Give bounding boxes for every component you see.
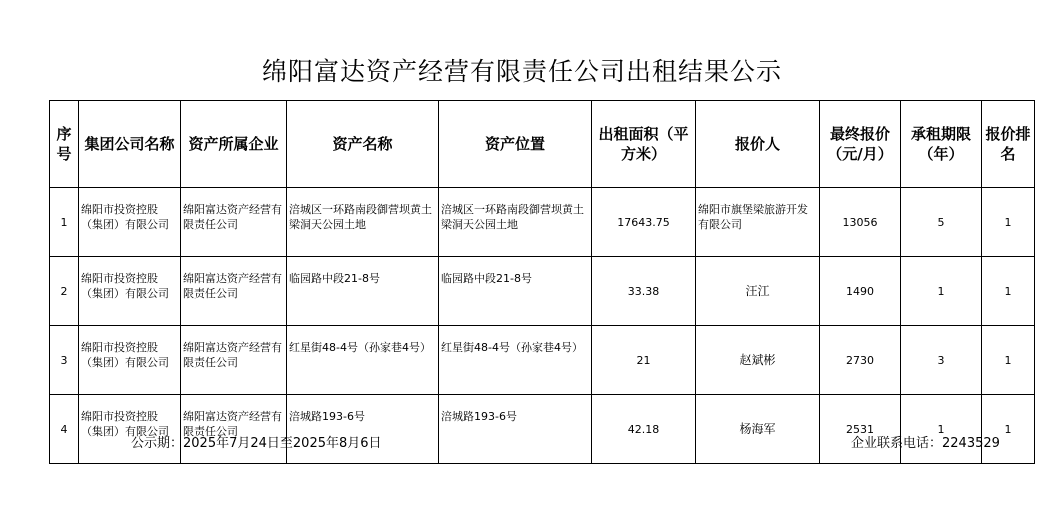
cell-bidder: 赵斌彬 [696, 326, 820, 395]
table-row [50, 395, 1035, 464]
results-table [49, 100, 1035, 464]
cell-rank: 1 [982, 188, 1035, 257]
cell-bidder: 汪江 [696, 257, 820, 326]
cell-bidder: 杨海军 [696, 395, 820, 464]
table-row [50, 326, 1035, 395]
cell-index: 3 [50, 326, 79, 395]
cell-final-price: 1490 [820, 257, 901, 326]
cell-asset-location: 红星街48-4号（孙家巷4号） [439, 326, 592, 395]
table-row [50, 257, 1035, 326]
cell-area: 42.18 [592, 395, 696, 464]
cell-lease-term: 1 [901, 257, 982, 326]
cell-asset-location: 涪城路193-6号 [439, 395, 592, 464]
cell-index: 1 [50, 188, 79, 257]
cell-final-price: 13056 [820, 188, 901, 257]
contact-phone: 企业联系电话：2243529 [851, 436, 1000, 451]
header-cell: 报价人 [696, 101, 820, 188]
cell-final-price: 2730 [820, 326, 901, 395]
cell-group-company: 绵阳市投资控股（集团）有限公司 [79, 395, 181, 464]
publicity-period: 公示期：2025年7月24日至2025年8月6日 [131, 436, 382, 451]
table-row [50, 188, 1035, 257]
cell-index: 4 [50, 395, 79, 464]
header-cell: 出租面积（平方米） [592, 101, 696, 188]
header-cell: 集团公司名称 [79, 101, 181, 188]
cell-rank: 1 [982, 326, 1035, 395]
cell-group-company: 绵阳市投资控股（集团）有限公司 [79, 257, 181, 326]
header-row [50, 101, 1035, 188]
cell-asset-name: 临园路中段21-8号 [287, 257, 439, 326]
cell-owner-company: 绵阳富达资产经营有限责任公司 [181, 257, 287, 326]
cell-asset-name: 涪城区一环路南段御营坝黄土梁洞天公园土地 [287, 188, 439, 257]
cell-area: 33.38 [592, 257, 696, 326]
header-cell: 序号 [50, 101, 79, 188]
cell-lease-term: 3 [901, 326, 982, 395]
cell-group-company: 绵阳市投资控股（集团）有限公司 [79, 188, 181, 257]
page-title: 绵阳富达资产经营有限责任公司出租结果公示 [261, 57, 782, 86]
cell-index: 2 [50, 257, 79, 326]
header-cell: 承租期限（年） [901, 101, 982, 188]
header-cell: 报价排名 [982, 101, 1035, 188]
cell-area: 21 [592, 326, 696, 395]
cell-owner-company: 绵阳富达资产经营有限责任公司 [181, 326, 287, 395]
header-cell: 资产所属企业 [181, 101, 287, 188]
cell-area: 17643.75 [592, 188, 696, 257]
cell-final-price: 2531 [820, 395, 901, 464]
cell-asset-location: 临园路中段21-8号 [439, 257, 592, 326]
cell-rank: 1 [982, 257, 1035, 326]
header-cell: 资产名称 [287, 101, 439, 188]
cell-lease-term: 5 [901, 188, 982, 257]
cell-rank: 1 [982, 395, 1035, 464]
cell-asset-name: 涪城路193-6号 [287, 395, 439, 464]
cell-asset-location: 涪城区一环路南段御营坝黄土梁洞天公园土地 [439, 188, 592, 257]
cell-owner-company: 绵阳富达资产经营有限责任公司 [181, 188, 287, 257]
cell-lease-term: 1 [901, 395, 982, 464]
cell-owner-company: 绵阳富达资产经营有限责任公司 [181, 395, 287, 464]
header-cell: 资产位置 [439, 101, 592, 188]
header-cell: 最终报价（元/月） [820, 101, 901, 188]
cell-bidder: 绵阳市旗堡梁旅游开发有限公司 [696, 188, 820, 257]
cell-asset-name: 红星街48-4号（孙家巷4号） [287, 326, 439, 395]
cell-group-company: 绵阳市投资控股（集团）有限公司 [79, 326, 181, 395]
